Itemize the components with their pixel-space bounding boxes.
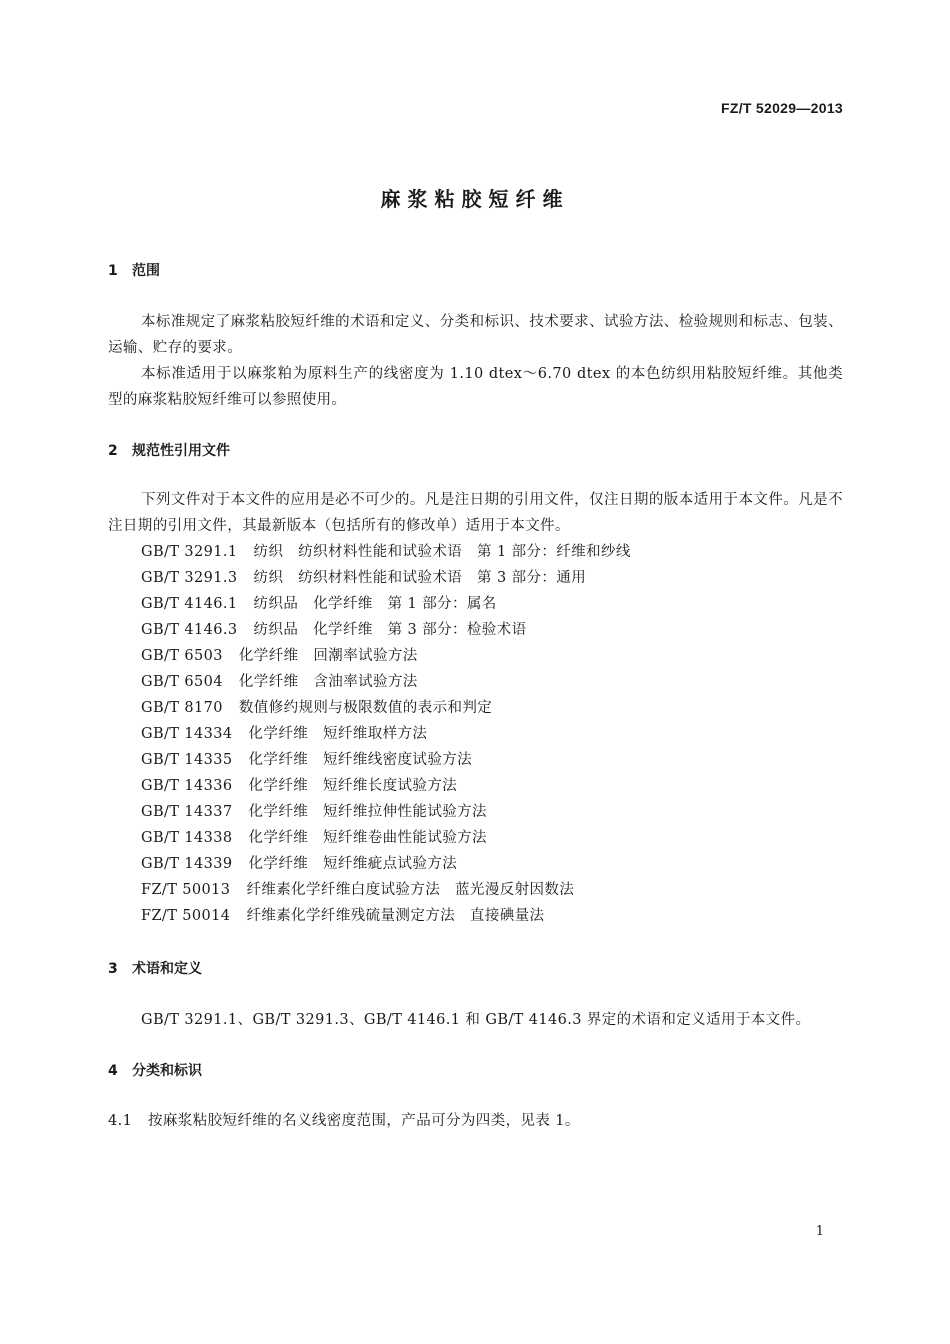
reference-title: 化学纤维 含油率试验方法 [238, 674, 418, 690]
reference-code: GB/T 14338 [141, 830, 233, 846]
reference-code: GB/T 6503 [141, 648, 223, 664]
page-number: 1 [815, 1224, 824, 1239]
clause-4-1-text: 按麻浆粘胶短纤维的名义线密度范围，产品可分为四类，见表 1。 [148, 1113, 580, 1129]
reference-code: FZ/T 50014 [141, 908, 231, 924]
reference-item [141, 851, 631, 877]
reference-code: GB/T 14336 [141, 778, 233, 794]
reference-item [141, 643, 631, 669]
standard-code: FZ/T 52029—2013 [720, 100, 843, 116]
section-4-heading [108, 1061, 202, 1081]
section-3-number: 3 [108, 961, 118, 977]
reference-code: GB/T 3291.1 [141, 544, 238, 560]
normative-references-list [141, 539, 631, 929]
section-1-paragraph-1: 本标准规定了麻浆粘胶短纤维的术语和定义、分类和标识、技术要求、试验方法、检验规则和标志、包装、运输、贮存的要求。 [108, 314, 843, 356]
reference-title: 化学纤维 短纤维拉伸性能试验方法 [248, 804, 487, 820]
section-2-title: 规范性引用文件 [132, 443, 230, 459]
section-2-number: 2 [108, 443, 118, 459]
reference-item [141, 721, 631, 747]
reference-code: GB/T 14334 [141, 726, 233, 742]
reference-title: 化学纤维 短纤维卷曲性能试验方法 [248, 830, 487, 846]
reference-item [141, 695, 631, 721]
section-4-title: 分类和标识 [132, 1063, 202, 1079]
reference-title: 化学纤维 回潮率试验方法 [238, 648, 418, 664]
reference-item [141, 747, 631, 773]
reference-code: GB/T 4146.1 [141, 596, 238, 612]
reference-code: GB/T 4146.3 [141, 622, 238, 638]
clause-4-1 [108, 1108, 580, 1134]
section-4-number: 4 [108, 1063, 118, 1079]
section-2-intro: 下列文件对于本文件的应用是必不可少的。凡是注日期的引用文件，仅注日期的版本适用于本文件。凡是不注日期的引用文件，其最新版本（包括所有的修改单）适用于本文件。 [108, 492, 843, 534]
reference-item [141, 877, 631, 903]
clause-4-1-number: 4.1 [108, 1113, 133, 1129]
reference-item [141, 565, 631, 591]
reference-item [141, 799, 631, 825]
reference-item [141, 617, 631, 643]
section-3-title: 术语和定义 [132, 961, 202, 977]
reference-title: 化学纤维 短纤维长度试验方法 [248, 778, 458, 794]
reference-title: 化学纤维 短纤维线密度试验方法 [248, 752, 473, 768]
reference-code: GB/T 3291.3 [141, 570, 238, 586]
reference-title: 纺织品 化学纤维 第 3 部分：检验术语 [253, 622, 527, 638]
reference-title: 化学纤维 短纤维疵点试验方法 [248, 856, 458, 872]
reference-item [141, 903, 631, 929]
reference-code: FZ/T 50013 [141, 882, 231, 898]
reference-title: 纤维素化学纤维残硫量测定方法 直接碘量法 [246, 908, 545, 924]
reference-code: GB/T 6504 [141, 674, 223, 690]
reference-title: 纺织品 化学纤维 第 1 部分：属名 [253, 596, 497, 612]
section-1-paragraph-2: 本标准适用于以麻浆粕为原料生产的线密度为 1.10 dtex～6.70 dtex 的本色纺织用粘胶短纤维。其他类型的麻浆粘胶短纤维可以参照使用。 [108, 366, 843, 408]
reference-code: GB/T 8170 [141, 700, 223, 716]
section-1-heading [108, 261, 160, 281]
reference-title: 化学纤维 短纤维取样方法 [248, 726, 428, 742]
section-3-paragraph: GB/T 3291.1、GB/T 3291.3、GB/T 4146.1 和 GB/T 4146.3 界定的术语和定义适用于本文件。 [141, 1012, 811, 1028]
section-3-heading [108, 959, 202, 979]
document-title: 麻浆粘胶短纤维 [380, 187, 570, 211]
reference-item [141, 669, 631, 695]
reference-title: 纺织 纺织材料性能和试验术语 第 1 部分：纤维和纱线 [253, 544, 631, 560]
reference-item [141, 591, 631, 617]
reference-code: GB/T 14337 [141, 804, 233, 820]
reference-title: 纤维素化学纤维白度试验方法 蓝光漫反射因数法 [246, 882, 575, 898]
section-1-number: 1 [108, 263, 118, 279]
section-2-heading [108, 441, 230, 461]
reference-item [141, 539, 631, 565]
reference-item [141, 773, 631, 799]
reference-title: 纺织 纺织材料性能和试验术语 第 3 部分：通用 [253, 570, 587, 586]
reference-item [141, 825, 631, 851]
reference-code: GB/T 14339 [141, 856, 233, 872]
reference-code: GB/T 14335 [141, 752, 233, 768]
section-1-title: 范围 [132, 263, 160, 279]
reference-title: 数值修约规则与极限数值的表示和判定 [238, 700, 493, 716]
